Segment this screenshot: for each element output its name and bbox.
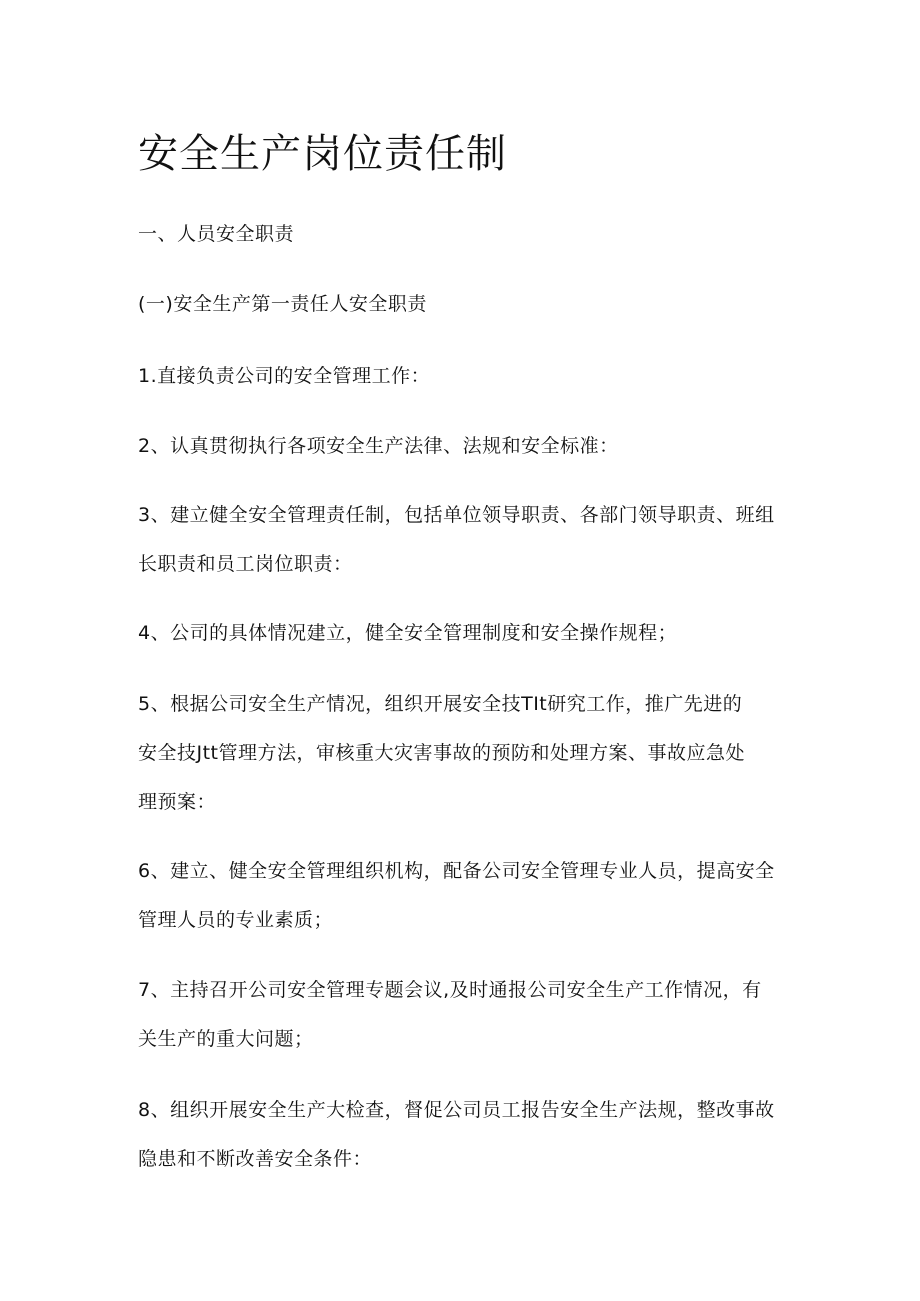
item-6-line-1: 6、建立、健全安全管理组织机构，配备公司安全管理专业人员，提高安全 [138,860,775,882]
item-3-line-2: 长职责和员工岗位职责： [138,553,353,575]
item-1-line-1: 1.直接负责公司的安全管理工作： [138,365,431,387]
item-5-line-3: 理预案： [138,791,217,813]
subsection-heading: (一)安全生产第一责任人安全职责 [138,293,427,315]
item-6-line-2: 管理人员的专业素质； [138,909,334,931]
item-4-line-1: 4、公司的具体情况建立，健全安全管理制度和安全操作规程； [138,622,678,644]
item-5-line-1: 5、根据公司安全生产情况，组织开展安全技TIt研究工作，推广先进的 [138,693,743,715]
section-heading: 一、人员安全职责 [138,223,295,245]
item-3-line-1: 3、建立健全安全管理责任制，包括单位领导职责、各部门领导职责、班组 [138,504,775,526]
item-3 [138,491,788,589]
item-5 [138,680,788,827]
item-8-line-2: 隐患和不断改善安全条件： [138,1148,373,1170]
item-7-line-2: 关生产的重大问题； [138,1028,314,1050]
item-5-line-2: 安全技Jtt管理方法，审核重大灾害事故的预防和处理方案、事故应急处 [138,742,746,764]
document-title: 安全生产岗位责任制 [138,131,507,177]
item-7 [138,966,788,1064]
item-4 [138,609,788,658]
item-7-line-1: 7、主持召开公司安全管理专题会议,及时通报公司安全生产工作情况，有 [138,979,762,1001]
item-2 [138,422,788,471]
item-6 [138,847,788,945]
item-8 [138,1086,788,1184]
item-8-line-1: 8、组织开展安全生产大检查，督促公司员工报告安全生产法规，整改事故 [138,1099,775,1121]
item-1 [138,352,788,401]
item-2-line-1: 2、认真贯彻执行各项安全生产法律、法规和安全标准： [138,435,619,457]
